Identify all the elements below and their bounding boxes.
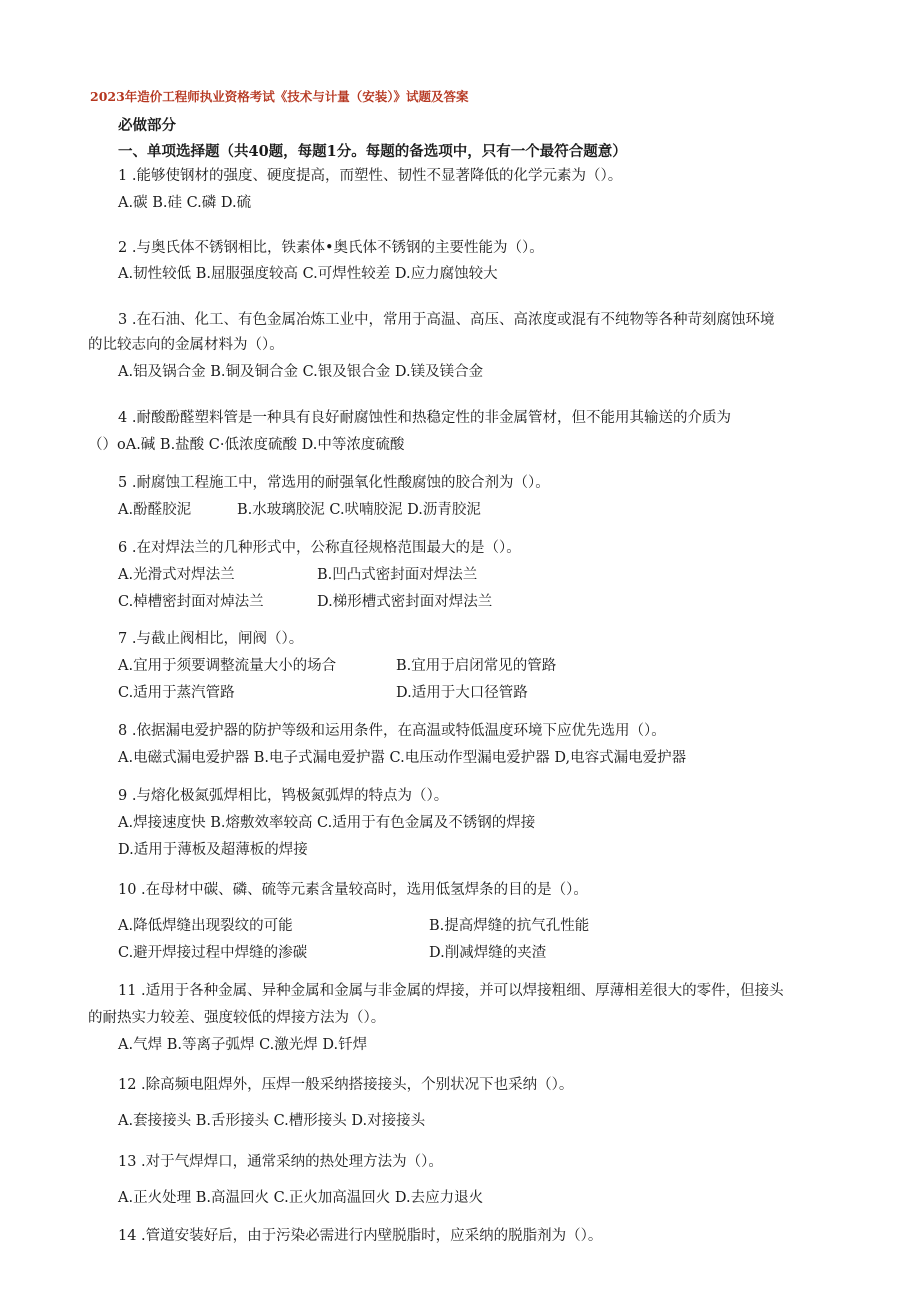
question-stem-continued: 的比较志向的金属材料为（）。 [88,337,284,353]
question-option: B.凹凸式密封面对焊法兰 [317,567,478,583]
question-options: A.韧性较低 B.屈服强度较高 C.可焊性较差 D.应力腐蚀较大 [118,266,498,282]
question-stem: 4 .耐酸酚醛塑料管是一种具有良好耐腐蚀性和热稳定性的非金属管材，但不能用其输送的介质为 [118,410,731,426]
question-stem-continued: 的耐热实力较差、强度较低的焊接方法为（）。 [88,1010,386,1026]
question-option: D.梯形槽式密封面对焊法兰 [317,594,493,610]
question-options: A.气焊 B.等离子弧焊 C.激光焊 D.钎焊 [118,1037,368,1053]
question-options: A.电磁式漏电爱护器 B.电子式漏电爱护嚣 C.电压动作型漏电爱护器 D,电容式漏电爱护器 [118,750,687,766]
question-option: A.酚醛胶泥 [118,502,192,518]
question-stem: 9 .与熔化极氮弧焊相比，鸨极氮弧焊的特点为（）。 [118,788,449,804]
question-stem: 10 .在母材中碳、磷、硫等元素含量较高时，选用低氢焊条的目的是（）。 [118,882,588,898]
question-stem: 7 .与截止阀相比，闸阀（）。 [118,631,304,647]
part-heading: 一、单项选择题（共40题，每题1分。每题的备选项中，只有一个最符合题意） [118,143,627,160]
question-option: B.提高焊缝的抗气孔性能 [429,918,590,934]
question-stem: 1 .能够使钢材的强度、硬度提高，而塑性、韧性不显著降低的化学元素为（）。 [118,168,623,184]
question-options: D.适用于薄板及超薄板的焊接 [118,842,308,858]
question-option: B.宜用于启闭常见的管路 [396,658,557,674]
question-option: A.光滑式对焊法兰 [118,567,235,583]
question-options: A.套接接头 B.舌形接头 C.槽形接头 D.对接接头 [118,1113,426,1129]
question-option: D.适用于大口径管路 [396,685,528,701]
question-stem: 8 .依据漏电爱护器的防护等级和运用条件，在高温或特低温度环境下应优先选用（）。 [118,723,666,739]
question-stem-continued: （）oA.碱 B.盐酸 C·低浓度硫酸 D.中等浓度硫酸 [88,437,405,453]
section-heading: 必做部分 [118,117,176,134]
question-option: C.适用于蒸汽管路 [118,685,235,701]
question-stem: 12 .除高频电阻焊外，压焊一般采纳搭接接头，个别状况下也采纳（）。 [118,1077,574,1093]
question-stem: 11 .适用于各种金属、异种金属和金属与非金属的焊接，并可以焊接粗细、厚薄相差很大的零件，但接头 [118,983,784,999]
question-stem: 3 .在石油、化工、有色金属冶炼工业中，常用于高温、高压、高浓度或混有不纯物等各种苛刻腐蚀环境 [118,312,775,328]
question-options: A.铝及锅合金 B.铜及铜合金 C.银及银合金 D.镁及镁合金 [118,364,484,380]
question-stem: 5 .耐腐蚀工程施工中，常选用的耐强氧化性酸腐蚀的胶合剂为（）。 [118,475,550,491]
question-options: A.正火处理 B.高温回火 C.正火加高温回火 D.去应力退火 [118,1190,484,1206]
question-option: B.水玻璃胶泥 C.吠喃胶泥 D.沥青胶泥 [237,502,481,518]
question-stem: 6 .在对焊法兰的几种形式中，公称直径规格范围最大的是（）。 [118,540,521,556]
question-stem: 13 .对于气焊焊口，通常采纳的热处理方法为（）。 [118,1154,443,1170]
question-option: C.棹槽密封面对焯法兰 [118,594,264,610]
document-title: 2023年造价工程师执业资格考试《技术与计量（安装）》试题及答案 [90,89,469,104]
question-option: C.避开焊接过程中焊缝的渗碳 [118,945,308,961]
question-options: A.碳 B.硅 C.磷 D.硫 [118,195,252,211]
question-option: D.削减焊缝的夹渣 [429,945,547,961]
question-option: A.宜用于须要调整流量大小的场合 [118,658,337,674]
question-option: A.降低焊缝出现裂纹的可能 [118,918,293,934]
question-stem: 14 .管道安装好后，由于污染必需进行内壁脱脂时，应采纳的脱脂剂为（）。 [118,1228,603,1244]
question-options: A.焊接速度快 B.熔敷效率较高 C.适用于有色金属及不锈钢的焊接 [118,815,536,831]
question-stem: 2 .与奥氏体不锈钢相比，铁素体•奥氏体不锈钢的主要性能为（）。 [118,240,544,256]
